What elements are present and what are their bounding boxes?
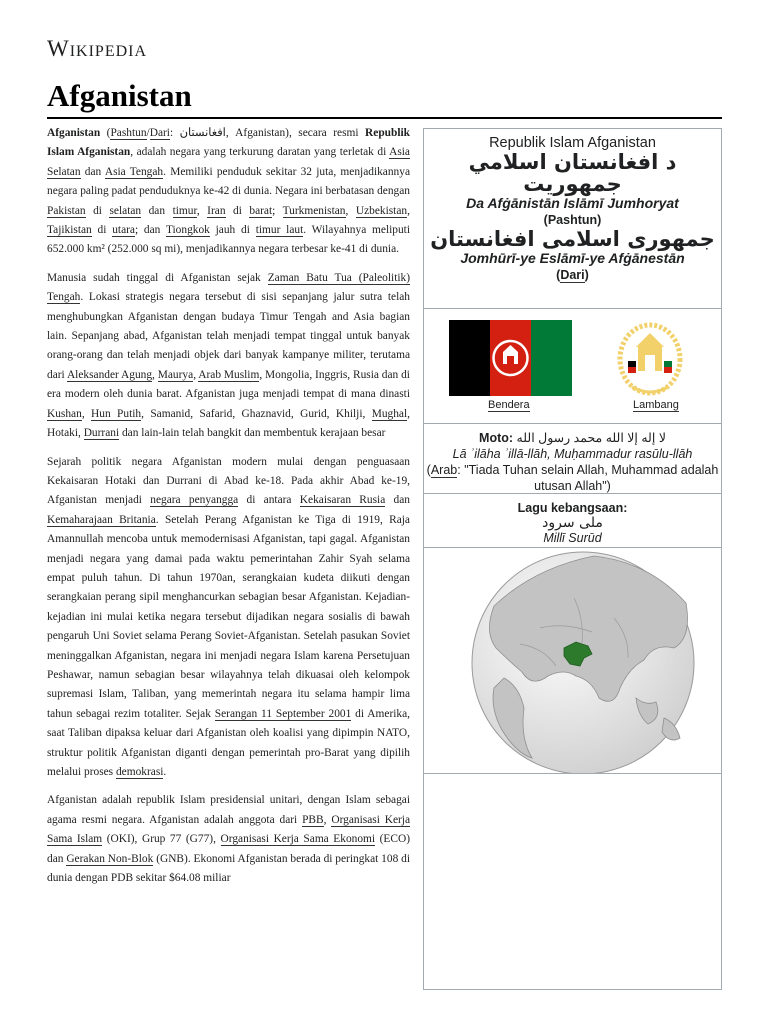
wikipedia-logo[interactable]: Wikipedia xyxy=(47,36,148,61)
inline-link[interactable]: timur xyxy=(172,204,197,217)
dari-transliteration: Jomhūrī-ye Eslāmī-ye Afġānestān xyxy=(460,250,685,266)
paragraph-history: Manusia sudah tinggal di Afganistan sejak Zaman Batu Tua (Paleolitik) Tengah. Lokasi strategis negara tersebut di sisi sepanjang jalur sutra telah menghubungkan Afganistan dengan budaya Timur Tengah and Asia bagian lain. Sepanjang abad, Afganistan telah menjadi tempat tinggal untuk banyak orang-orang dan telah menjadi objek dari banyak kampanye militer, terutama dari Aleksander Agung, Maurya, Arab Muslim, Mongolia, Inggris, Rusia dan di era modern oleh dunia barat. Afganistan juga menjadi tempat di mana dinasti Kushan, Hun Putih, Samanid, Safarid, Ghaznavid, Gurid, Khilji, Mughal, Hotaki, Durrani dan lain-lain telah bangkit dan membentuk kerajaan besar xyxy=(47,271,411,440)
flag-image[interactable] xyxy=(449,320,572,396)
infobox-flag-emblem xyxy=(424,309,721,424)
inline-link[interactable]: Tajikistan xyxy=(47,224,92,237)
anthem-native-name: ملی سرود xyxy=(542,515,603,531)
globe-map-icon[interactable] xyxy=(424,548,721,773)
article-body xyxy=(47,124,410,897)
inline-link[interactable]: Kemaharajaan Britania xyxy=(47,513,156,526)
emblem-caption-link[interactable]: Lambang xyxy=(633,399,679,411)
motto-transliteration: Lā ʾilāha ʾillā-llāh, Muḥammadur rasūlu-llāh xyxy=(452,447,693,461)
inline-link[interactable]: Asia Tengah xyxy=(104,165,164,178)
flag-red-stripe xyxy=(490,320,531,396)
inline-link[interactable]: Serangan 11 September 2001 xyxy=(214,707,352,720)
inline-link[interactable]: Zaman Batu Tua (Paleolitik) Tengah xyxy=(47,271,411,304)
paragraph-intro: Afganistan (Pashtun/Dari: افغانستان, Afganistan), secara resmi Republik Islam Afganistan, adalah negara yang terkurung daratan yang terletak di Asia Selatan dan Asia Tengah. Memiliki penduduk sekitar 32 juta, menjadikannya negara paling padat penduduknya ke-42 di dunia. Negara ini berbatasan dengan Pakistan di selatan dan timur, Iran di barat; Turkmenistan, Uzbekistan, Tajikistan di utara; dan Tiongkok jauh di timur laut. Wilayahnya meliputi 652.000 km² (252.000 sq mi), menjadikannya negara terbesar ke-41 di dunia. xyxy=(47,127,411,256)
inline-link[interactable]: Uzbekistan xyxy=(355,204,408,217)
inline-link[interactable]: Aleksander Agung xyxy=(66,368,153,381)
inline-link[interactable]: PBB xyxy=(302,813,324,826)
inline-link[interactable]: Iran xyxy=(207,204,226,217)
inline-link[interactable]: Arab Muslim xyxy=(198,368,260,381)
dari-native-name: جمهوری اسلامی افغانستان xyxy=(430,227,715,251)
motto-label: Moto: xyxy=(479,431,514,445)
inline-link[interactable]: Kushan xyxy=(47,407,82,420)
inline-link[interactable]: utara xyxy=(112,224,135,237)
flag-emblem-icon xyxy=(490,320,531,396)
infobox-country-name: Republik Islam Afganistan xyxy=(489,135,656,151)
bold-term: Republik Islam Afganistan xyxy=(47,127,410,159)
page-title: Afganistan xyxy=(47,78,192,113)
motto-translation: (Arab: "Tiada Tuhan selain Allah, Muhammad adalah utusan Allah") xyxy=(426,463,719,493)
infobox xyxy=(423,128,722,990)
arabic-language-link[interactable]: Arab xyxy=(430,463,458,477)
inline-link[interactable]: Pakistan xyxy=(47,204,86,217)
anthem-label: Lagu kebangsaan: xyxy=(517,501,628,515)
inline-link[interactable]: barat xyxy=(249,204,273,217)
dari-paren-close: ) xyxy=(584,268,589,282)
inline-link[interactable]: Mughal xyxy=(371,407,408,420)
infobox-location-map xyxy=(424,548,721,774)
dari-language-link[interactable]: Dari xyxy=(560,268,585,282)
motto-line xyxy=(424,430,721,446)
inline-link[interactable]: negara penyangga xyxy=(150,494,239,507)
inline-link[interactable]: Kekaisaran Rusia xyxy=(299,494,386,507)
flag-black-stripe xyxy=(449,320,490,396)
pashto-language-label: (Pashtun) xyxy=(543,213,602,227)
paragraph-politics: Sejarah politik negara Afganistan modern mulai dengan penguasaan Kekaisaran Hotaki dan Durrani di Abad ke-18. Pada akhir Abad ke-19, Afganistan menjadi negara penyangga di antara Kekaisaran Rusia dan Kemaharajaan Britania. Setelah Perang Afganistan ke Tiga di 1919, Raja Amannullah mencoba untuk memodernisasi Afganistan, tapi gagal. Afganistan menjadi negara yang damai pada waktu pemerintahan Zahir Syah selama empat puluh tahun. Di tahun 1970an, serangkaian kudeta diikuti dengan serangkaian perang sipil menghancurkan sebagian besar Afganistan. Kejadian-kejadian ini mulai ketika negara tersebut dijadikan negara sosialis di bawah pengaruh Uni Soviet selama Perang Soviet-Afganistan. Setelah pasukan Soviet meninggalkan Afganistan, negara ini menjadi negara Islam karena Persetujuan Peshawar, namun sebagian besar wilayahnya telah dikuasai oleh kelompok supremasi Islam, Taliban, yang memerintah negara itu selama hampir lima tahun sebagai rezim totaliter. Sejak Serangan 11 September 2001 di Amerika, saat Taliban dipaksa keluar dari Afganistan oleh koalisi yang dipimpin NATO, struktur politik Afganistan diganti dengan pemerintah pro-Barat yang dipilih melalui proses demokrasi. xyxy=(47,455,411,778)
anthem-transliteration[interactable]: Millī Surūd xyxy=(543,531,602,545)
infobox-motto xyxy=(424,424,721,494)
paragraph-government: Afganistan adalah republik Islam presidensial unitari, dengan Islam sebagai agama resmi negara. Afganistan adalah anggota dari PBB, Organisasi Kerja Sama Islam (OKI), Grup 77 (G77), Organisasi Kerja Sama Ekonomi (ECO) dan Gerakan Non-Blok (GNB). Ekonomi Afganistan berada di peringkat 108 di dunia dengan PDB sekitar $64.08 miliar xyxy=(47,794,411,885)
inline-link[interactable]: Hun Putih xyxy=(91,407,142,420)
motto-translation-text: : "Tiada Tuhan selain Allah, Muhammad adalah utusan Allah") xyxy=(457,463,719,493)
inline-link[interactable]: Turkmenistan xyxy=(282,204,346,217)
inline-link[interactable]: Dari xyxy=(149,127,170,139)
title-divider xyxy=(47,117,722,119)
national-emblem-icon[interactable] xyxy=(614,317,686,397)
pashto-native-name: د افغانستان اسلامي جمهوريت xyxy=(468,150,677,196)
inline-link[interactable]: selatan xyxy=(109,204,142,217)
motto-arabic: لا إله إلا الله محمد رسول الله xyxy=(516,431,666,445)
inline-link[interactable]: Asia Selatan xyxy=(47,146,410,178)
inline-link[interactable]: timur laut xyxy=(255,224,304,237)
infobox-anthem xyxy=(424,494,721,548)
inline-link[interactable]: Durrani xyxy=(83,427,120,440)
infobox-header xyxy=(424,129,721,309)
inline-link[interactable]: Gerakan Non-Blok xyxy=(66,852,154,865)
dari-paren-open: ( xyxy=(556,268,561,282)
flag-green-stripe xyxy=(531,320,572,396)
inline-link[interactable]: Organisasi Kerja Sama Islam xyxy=(47,813,411,846)
dari-language-label xyxy=(430,267,715,283)
inline-link[interactable]: demokrasi xyxy=(115,766,164,778)
flag-caption-link[interactable]: Bendera xyxy=(488,399,530,411)
inline-link[interactable]: Pashtun xyxy=(110,127,147,139)
inline-link[interactable]: Maurya xyxy=(157,368,194,381)
inline-link[interactable]: Organisasi Kerja Sama Ekonomi xyxy=(220,833,376,846)
bold-term: Afganistan xyxy=(47,127,101,139)
pashto-transliteration: Da Afġānistān Islāmī Jumhoryat xyxy=(466,195,679,211)
inline-link[interactable]: Tiongkok xyxy=(165,224,210,237)
